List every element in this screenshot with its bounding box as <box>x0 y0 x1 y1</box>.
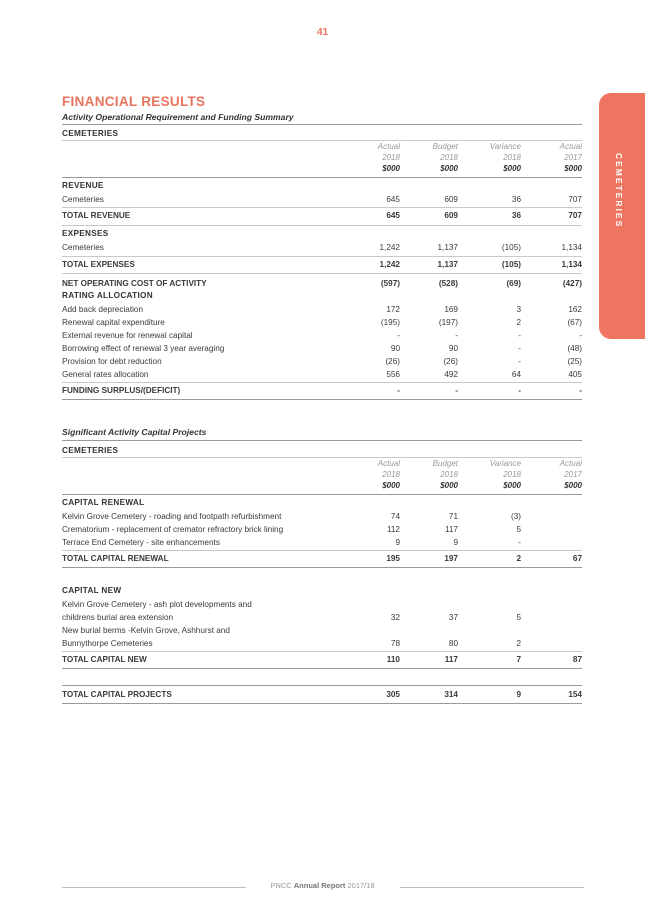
table-row <box>62 330 582 342</box>
cell: 2 <box>516 318 521 327</box>
cell: 36 <box>511 211 521 220</box>
total-row <box>62 553 582 565</box>
col-unit: $000 <box>440 481 458 490</box>
page-number: 41 <box>316 27 329 38</box>
cell: 172 <box>386 305 400 314</box>
divider <box>62 273 582 274</box>
cell: 90 <box>390 344 400 353</box>
cell: - <box>455 331 458 340</box>
cell: (597) <box>380 279 400 288</box>
cell: 169 <box>444 305 458 314</box>
col-year: 2017 <box>564 153 582 162</box>
cell: - <box>518 331 521 340</box>
cell: 36 <box>511 195 521 204</box>
divider <box>62 207 582 208</box>
cell: (48) <box>567 344 582 353</box>
divider <box>62 399 582 400</box>
page-title: FINANCIAL RESULTS <box>62 94 206 109</box>
row-label: New burial berms -Kelvin Grove, Ashhurst and <box>62 626 230 635</box>
summary-column-headers <box>62 141 582 177</box>
cell: - <box>579 386 582 395</box>
cell: (105) <box>501 260 521 269</box>
cell: 2 <box>516 639 521 648</box>
cell: 609 <box>444 195 458 204</box>
cell: (25) <box>567 357 582 366</box>
row-label: Bunnythorpe Cemeteries <box>62 639 153 648</box>
cell: 609 <box>444 211 458 220</box>
row-label: Provision for debt reduction <box>62 357 162 366</box>
col-actual-label: Actual <box>377 142 400 151</box>
net-operating-row <box>62 278 582 290</box>
cell: 707 <box>568 211 582 220</box>
divider <box>62 256 582 257</box>
row-label: External revenue for renewal capital <box>62 331 193 340</box>
cell: - <box>397 331 400 340</box>
cell: 197 <box>444 554 458 563</box>
cell: (67) <box>567 318 582 327</box>
cell: 32 <box>390 613 400 622</box>
cell: 112 <box>386 525 400 534</box>
cell: 71 <box>448 512 458 521</box>
divider <box>62 225 582 226</box>
col-budget-label: Budget <box>432 142 458 151</box>
grand-total-row <box>62 689 582 701</box>
table-row <box>62 356 582 368</box>
cell: 305 <box>386 690 400 699</box>
capital-subtitle: Significant Activity Capital Projects <box>62 427 207 437</box>
cell: 5 <box>516 525 521 534</box>
table-row <box>62 625 582 637</box>
cell: 154 <box>568 690 582 699</box>
capital-renewal-header: CAPITAL RENEWAL <box>62 498 145 507</box>
row-label: TOTAL CAPITAL NEW <box>62 655 147 664</box>
col-variance-label: Variance <box>489 459 521 468</box>
table-row <box>62 537 582 549</box>
divider <box>62 685 582 686</box>
row-label: Kelvin Grove Cemetery - roading and footpath refurbishment <box>62 512 282 521</box>
footer-report: Annual Report <box>293 881 346 890</box>
table-row <box>62 511 582 523</box>
footer-org: PNCC <box>270 881 292 890</box>
row-label: Renewal capital expenditure <box>62 318 165 327</box>
table-row <box>62 194 582 206</box>
table-row <box>62 343 582 355</box>
cell: 78 <box>390 639 400 648</box>
cell: - <box>518 386 521 395</box>
cell: 645 <box>386 211 400 220</box>
cell: (427) <box>562 279 582 288</box>
cell: 1,134 <box>561 260 582 269</box>
divider <box>62 550 582 551</box>
cell: 3 <box>516 305 521 314</box>
cell: 405 <box>568 370 582 379</box>
divider <box>62 382 582 383</box>
cell: (3) <box>510 512 521 521</box>
table-row <box>62 638 582 650</box>
cell: 1,242 <box>379 243 400 252</box>
cell: 5 <box>516 613 521 622</box>
page-subtitle: Activity Operational Requirement and Funding Summary <box>62 112 294 122</box>
row-label: childrens burial area extension <box>62 613 174 622</box>
row-label: FUNDING SURPLUS/(DEFICIT) <box>62 386 181 395</box>
row-label: NET OPERATING COST OF ACTIVITY <box>62 279 207 288</box>
cell: (195) <box>380 318 400 327</box>
cell: 64 <box>511 370 521 379</box>
cell: 1,137 <box>437 260 458 269</box>
col-unit: $000 <box>440 164 458 173</box>
cell: 37 <box>448 613 458 622</box>
cell: - <box>518 357 521 366</box>
cell: 67 <box>572 554 582 563</box>
cell: 90 <box>448 344 458 353</box>
cell: 492 <box>444 370 458 379</box>
col-actual-label: Actual <box>559 142 582 151</box>
col-unit: $000 <box>503 481 521 490</box>
cell: (528) <box>438 279 458 288</box>
cell: (26) <box>443 357 458 366</box>
col-year: 2018 <box>382 470 400 479</box>
cell: - <box>455 386 458 395</box>
table-row <box>62 242 582 254</box>
table-row <box>62 369 582 381</box>
cell: 1,134 <box>561 243 582 252</box>
row-label: Kelvin Grove Cemetery - ash plot developments and <box>62 600 252 609</box>
cell: 117 <box>444 525 458 534</box>
divider <box>62 494 582 495</box>
cell: - <box>579 331 582 340</box>
col-unit: $000 <box>503 164 521 173</box>
row-label: Terrace End Cemetery - site enhancements <box>62 538 220 547</box>
col-unit: $000 <box>564 481 582 490</box>
col-year: 2018 <box>440 153 458 162</box>
capital-new-header: CAPITAL NEW <box>62 586 122 595</box>
cell: 314 <box>444 690 458 699</box>
cell: 645 <box>386 195 400 204</box>
cell: - <box>397 386 400 395</box>
col-year: 2018 <box>440 470 458 479</box>
row-label: TOTAL CAPITAL RENEWAL <box>62 554 169 563</box>
cell: - <box>518 538 521 547</box>
cell: 74 <box>390 512 400 521</box>
capital-section-label: CEMETERIES <box>62 446 119 455</box>
funding-row <box>62 385 582 397</box>
page-footer <box>0 881 645 890</box>
divider <box>62 668 582 669</box>
cell: (69) <box>506 279 521 288</box>
row-label: TOTAL CAPITAL PROJECTS <box>62 690 172 699</box>
summary-section-label: CEMETERIES <box>62 129 119 138</box>
row-label: TOTAL EXPENSES <box>62 260 135 269</box>
cell: 2 <box>516 554 521 563</box>
table-row <box>62 524 582 536</box>
expenses-header: EXPENSES <box>62 229 109 238</box>
table-row <box>62 317 582 329</box>
row-label: TOTAL REVENUE <box>62 211 131 220</box>
cell: 117 <box>444 655 458 664</box>
cell: 9 <box>453 538 458 547</box>
col-year: 2018 <box>382 153 400 162</box>
footer-year: 2017/18 <box>347 881 375 890</box>
cell: 707 <box>568 195 582 204</box>
col-actual-label: Actual <box>559 459 582 468</box>
cell: - <box>518 344 521 353</box>
revenue-header: REVENUE <box>62 181 104 190</box>
col-year: 2018 <box>503 153 521 162</box>
divider <box>62 567 582 568</box>
total-row <box>62 654 582 666</box>
side-tab-label: CEMETERIES <box>614 153 624 229</box>
total-row <box>62 210 582 222</box>
cell: 1,137 <box>437 243 458 252</box>
col-year: 2018 <box>503 470 521 479</box>
row-label: Cemeteries <box>62 243 104 252</box>
cell: 110 <box>386 655 400 664</box>
col-year: 2017 <box>564 470 582 479</box>
table-row <box>62 599 582 611</box>
divider <box>62 440 582 441</box>
cell: (197) <box>438 318 458 327</box>
row-label: Borrowing effect of renewal 3 year averaging <box>62 344 225 353</box>
section-side-tab <box>599 93 645 339</box>
cell: 162 <box>568 305 582 314</box>
cell: (105) <box>501 243 521 252</box>
cell: 195 <box>386 554 400 563</box>
cell: 1,242 <box>379 260 400 269</box>
col-unit: $000 <box>564 164 582 173</box>
divider <box>62 177 582 178</box>
cell: 9 <box>395 538 400 547</box>
cell: 87 <box>572 655 582 664</box>
divider <box>62 703 582 704</box>
row-label: Crematorium - replacement of cremator refractory brick lining <box>62 525 284 534</box>
col-unit: $000 <box>382 164 400 173</box>
divider <box>62 124 582 125</box>
col-budget-label: Budget <box>432 459 458 468</box>
row-label: Add back depreciation <box>62 305 144 314</box>
cell: (26) <box>385 357 400 366</box>
row-label: General rates allocation <box>62 370 149 379</box>
rating-allocation-header: RATING ALLOCATION <box>62 291 153 300</box>
table-row <box>62 612 582 624</box>
total-row <box>62 259 582 271</box>
row-label: Cemeteries <box>62 195 104 204</box>
table-row <box>62 304 582 316</box>
col-unit: $000 <box>382 481 400 490</box>
divider <box>62 651 582 652</box>
cell: 556 <box>386 370 400 379</box>
cell: 7 <box>516 655 521 664</box>
col-actual-label: Actual <box>377 459 400 468</box>
col-variance-label: Variance <box>489 142 521 151</box>
capital-column-headers <box>62 458 582 494</box>
cell: 9 <box>516 690 521 699</box>
cell: 80 <box>448 639 458 648</box>
